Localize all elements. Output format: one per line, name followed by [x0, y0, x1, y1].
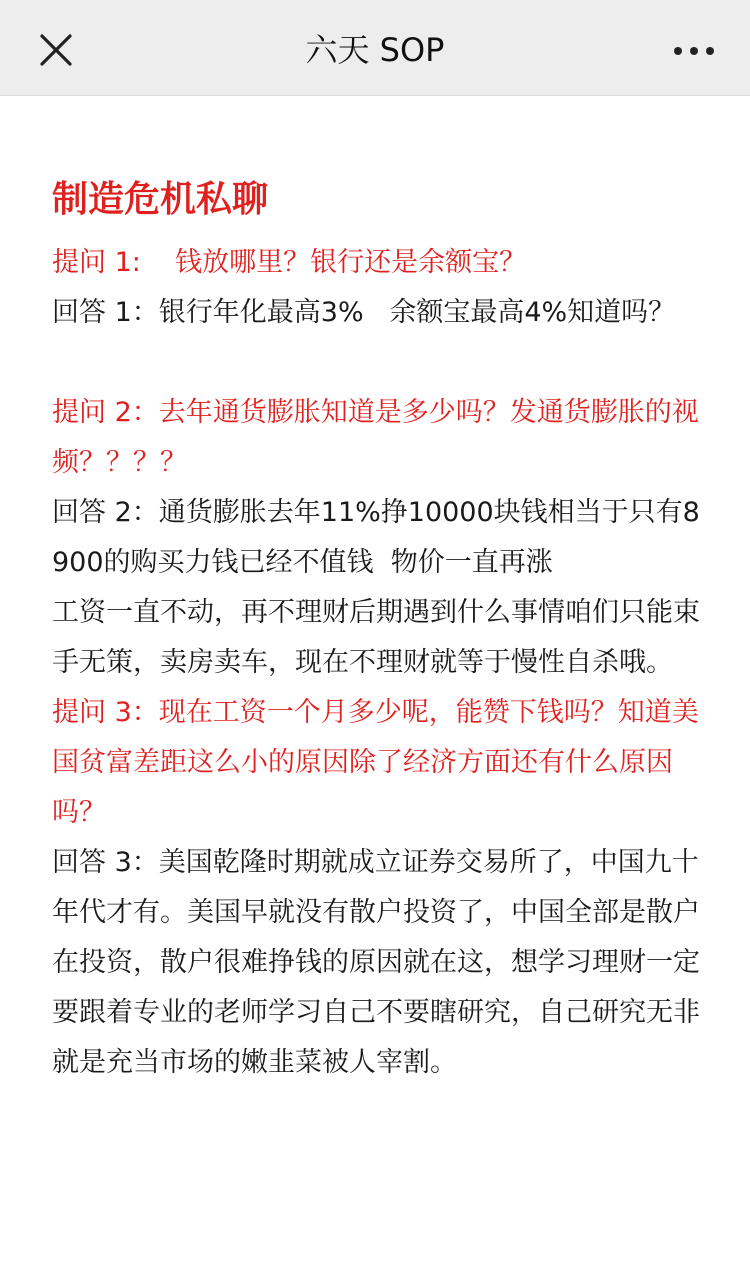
paragraph-spacer	[52, 338, 702, 388]
page-title: 六天 SOP	[305, 31, 445, 69]
article-content	[52, 170, 702, 1088]
more-dots-icon	[672, 30, 716, 70]
answer-2: 回答 2：通货膨胀去年11%挣10000块钱相当于只有8900的购买力钱已经不值钱 物价一直再涨 工资一直不动，再不理财后期遇到什么事情咱们只能束手无策，卖房卖车，现在不理财就等于慢性自杀哦。	[52, 497, 700, 678]
question-1: 提问 1: 钱放哪里？银行还是余额宝？	[52, 247, 527, 278]
top-navigation-bar	[0, 0, 750, 96]
article-heading: 制造危机私聊	[52, 179, 269, 220]
question-2: 提问 2：去年通货膨胀知道是多少吗？发通货膨胀的视频？？？？	[52, 397, 699, 478]
answer-3: 回答 3：美国乾隆时期就成立证券交易所了，中国九十年代才有。美国早就没有散户投资了，中国全部是散户在投资，散户很难挣钱的原因就在这，想学习理财一定要跟着专业的老师学习自己不要瞎研究，自己研究无非就是充当市场的嫩韭菜被人宰割。	[52, 847, 700, 1078]
more-options-button[interactable]	[672, 30, 716, 70]
question-3: 提问 3：现在工资一个月多少呢，能赞下钱吗？知道美国贫富差距这么小的原因除了经济方面还有什么原因吗？	[52, 697, 699, 828]
answer-1: 回答 1：银行年化最高3% 余额宝最高4%知道吗？	[52, 297, 676, 328]
